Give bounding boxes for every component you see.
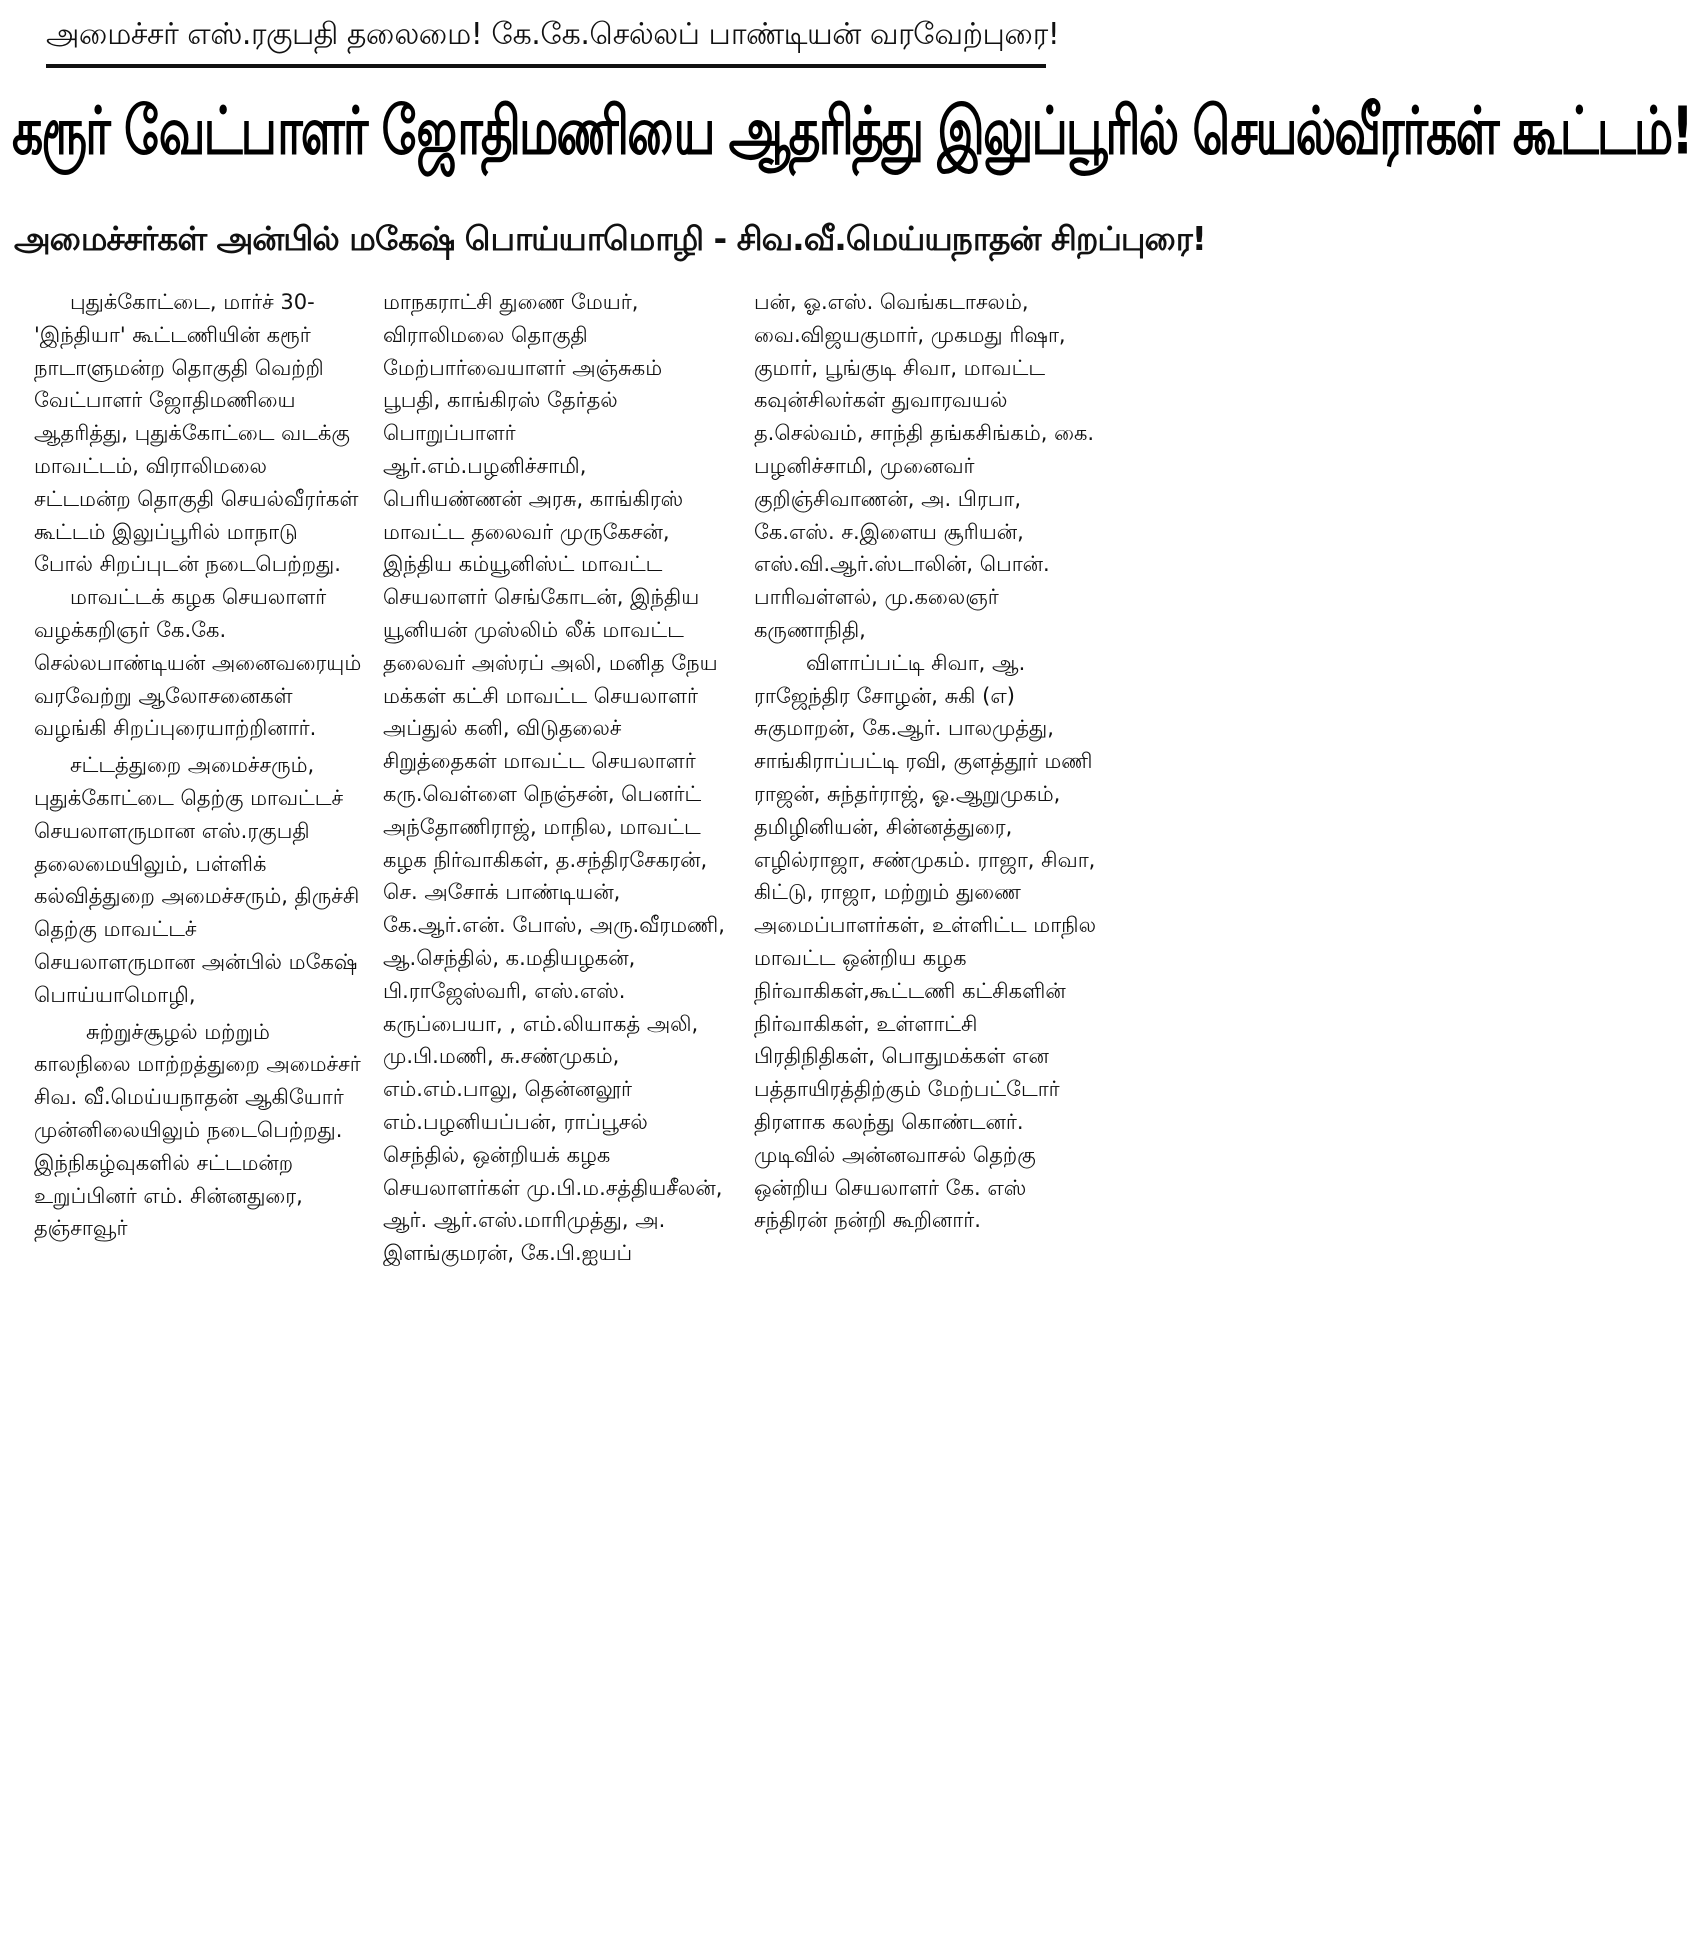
paragraph: புதுக்கோட்டை, மார்ச் 30- 'இந்தியா' கூட்டணியின் கரூர் நாடாளுமன்ற தொகுதி வெற்றி வேட்பாளர் ஜோதிமணியை ஆதரித்து, புதுக்கோட்டை வடக்கு மாவட்டம், விராலிமலை சட்டமன்ற தொகுதி செயல்வீரர்கள் கூட்டம் இலுப்பூரில் மாநாடு போல் சிறப்புடன் நடைபெற்றது. — [34, 290, 359, 577]
paragraph: சுற்றுச்சூழல் மற்றும் காலநிலை மாற்றத்துறை அமைச்சர் சிவ. வீ.மெய்யநாதன் ஆகியோர் முன்னிலையிலும் நடைபெற்றது. இந்நிகழ்வுகளில் சட்டமன்ற உறுப்பினர் எம். சின்னதுரை, தஞ்சாவூர் — [34, 1019, 361, 1241]
deck-subheadline: அமைச்சர்கள் அன்பில் மகேஷ் பொய்யாமொழி - சிவ.வீ.மெய்யநாதன் சிறப்புரை! — [14, 219, 1206, 258]
headline: கரூர் வேட்பாளர் ஜோதிமணியை ஆதரித்து இலுப்பூரில் செயல்வீரர்கள் கூட்டம்! — [12, 92, 1692, 170]
paragraph: பன், ஓ.எஸ். வெங்கடாசலம், வை.விஜயகுமார், முகமது ரிஷா, குமார், பூங்குடி சிவா, மாவட்ட கவுன்சிலர்கள் துவாரவயல் த.செல்வம், சாந்தி தங்கசிங்கம், கை. பழனிச்சாமி, முனைவர் குறிஞ்சிவாணன், அ. பிரபா, கே.எஸ். ச.இளைய சூரியன், எஸ்.வி.ஆர்.ஸ்டாலின், பொன். பாரிவள்ளல், மு.கலைஞர் கருணாநிதி, — [754, 290, 1095, 642]
article-column-3 — [754, 286, 1102, 1566]
article-column-1 — [34, 286, 362, 1566]
paragraph: மாநகராட்சி துணை மேயர், விராலிமலை தொகுதி மேற்பார்வையாளர் அஞ்சுகம் பூபதி, காங்கிரஸ் தேர்தல் பொறுப்பாளர் ஆர்.எம்.பழனிச்சாமி, பெரியண்ணன் அரசு, காங்கிரஸ் மாவட்ட தலைவர் முருகேசன், இந்திய கம்யூனிஸ்ட் மாவட்ட செயலாளர் செங்கோடன், இந்திய யூனியன் முஸ்லிம் லீக் மாவட்ட தலைவர் அஸ்ரப் அலி, மனித நேய மக்கள் கட்சி மாவட்ட செயலாளர் அப்துல் கனி, விடுதலைச் சிறுத்தைகள் மாவட்ட செயலாளர் கரு.வெள்ளை நெஞ்சன், பெனர்ட் அந்தோணிராஜ், மாநில, மாவட்ட கழக நிர்வாகிகள், த.சந்திரசேகரன், செ. அசோக் பாண்டியன், கே.ஆர்.என். போஸ், அரு.வீரமணி, ஆ.செந்தில், க.மதியழகன், பி.ராஜேஸ்வரி, எஸ்.எஸ். கருப்பையா, , எம்.லியாகத் அலி, மு.பி.மணி, சு.சண்முகம், எம்.எம்.பாலு, தென்னலூர் எம்.பழனியப்பன், ராப்பூசல் செந்தில், ஒன்றியக் கழக செயலாளர்கள் மு.பி.ம.சத்தியசீலன், ஆர். ஆர்.எஸ்.மாரிமுத்து, அ. இளங்குமரன், கே.பி.ஐயப் — [383, 290, 725, 1266]
paragraph: விளாப்பட்டி சிவா, ஆ. ராஜேந்திர சோழன், சுகி (எ) சுகுமாறன், கே.ஆர். பாலமுத்து, சாங்கிராப்பட்டி ரவி, குளத்தூர் மணி ராஜன், சுந்தர்ராஜ், ஓ.ஆறுமுகம், தமிழினியன், சின்னத்துரை, எழில்ராஜா, சண்முகம். ராஜா, சிவா, கிட்டு, ராஜா, மற்றும் துணை அமைப்பாளர்கள், உள்ளிட்ட மாநில மாவட்ட ஒன்றிய கழக நிர்வாகிகள்,கூட்டணி கட்சிகளின் நிர்வாகிகள், உள்ளாட்சி பிரதிநிதிகள், பொதுமக்கள் என பத்தாயிரத்திற்கும் மேற்பட்டோர் திரளாக கலந்து கொண்டனர். முடிவில் அன்னவாசல் தெற்கு ஒன்றிய செயலாளர் கே. எஸ் சந்திரன் நன்றி கூறினார். — [754, 650, 1096, 1233]
kicker-subheadline: அமைச்சர் எஸ்.ரகுபதி தலைமை! கே.கே.செல்லப் பாண்டியன் வரவேற்புரை! — [46, 8, 1046, 68]
paragraph: சட்டத்துறை அமைச்சரும், புதுக்கோட்டை தெற்கு மாவட்டச் செயலாளருமான எஸ்.ரகுபதி தலைமையிலும், பள்ளிக் கல்வித்துறை அமைச்சரும், திருச்சி தெற்கு மாவட்டச் செயலாளருமான அன்பில் மகேஷ் பொய்யாமொழி, — [34, 753, 360, 1007]
paragraph: மாவட்டக் கழக செயலாளர் வழக்கறிஞர் கே.கே. செல்லபாண்டியன் அனைவரையும் வரவேற்று ஆலோசனைகள் வழங்கி சிறப்புரையாற்றினார். — [34, 585, 362, 741]
article-column-2 — [383, 286, 725, 1566]
